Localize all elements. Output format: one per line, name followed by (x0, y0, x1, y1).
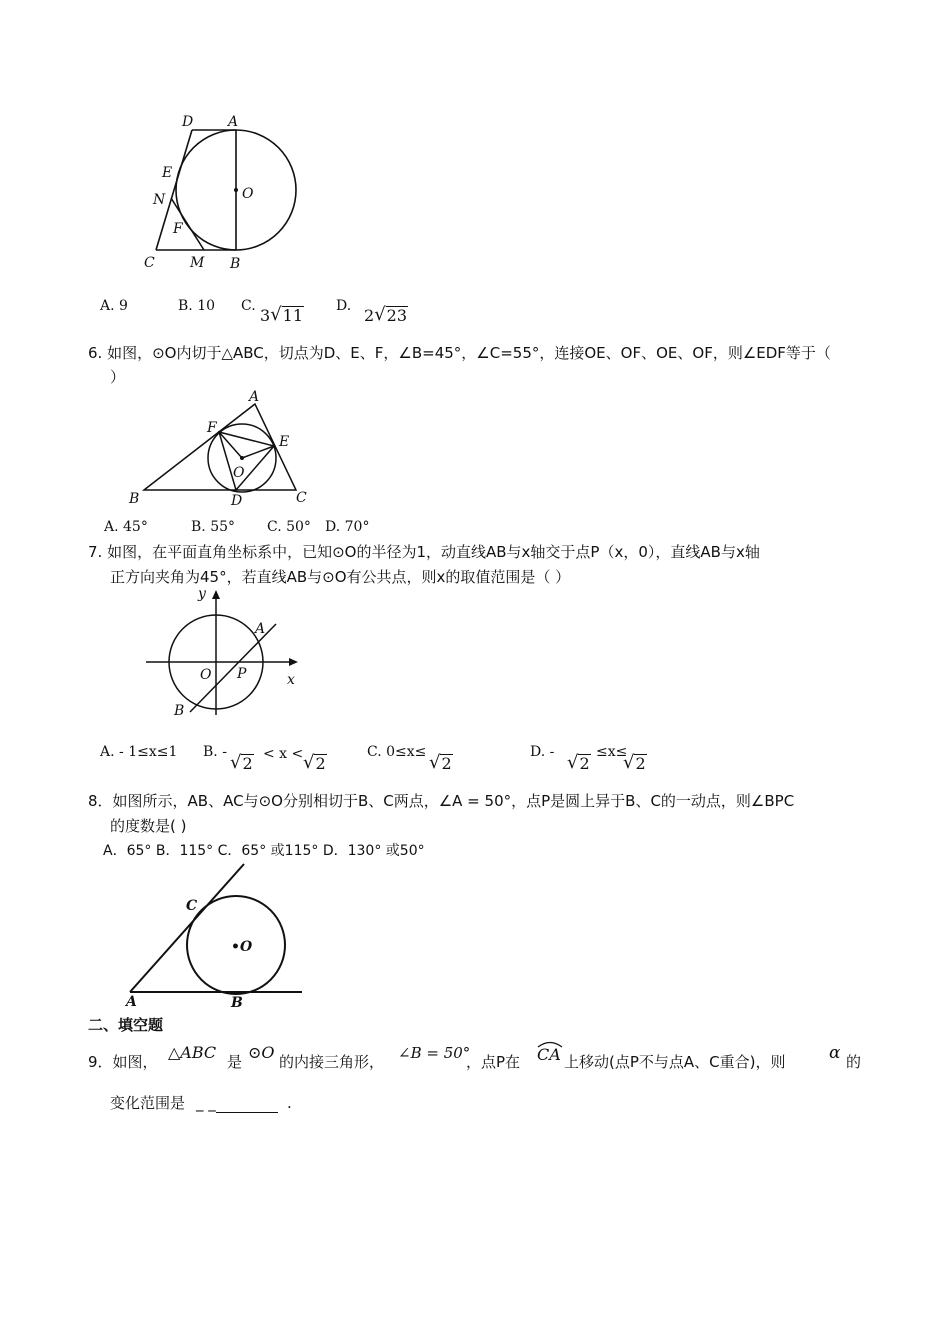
q8-figure (120, 860, 310, 1010)
q5-option-d-radicand: 23 (386, 306, 408, 325)
q7-label-y: y (198, 586, 206, 602)
q9-line2-prefix: 变化范围是 (110, 1094, 186, 1112)
q9-arc-ca: CA (537, 1045, 561, 1064)
q5-center-dot (234, 188, 238, 192)
q5-label-B: B (230, 256, 241, 272)
q7-label-O: O (200, 667, 212, 683)
q8-label-A: A (126, 994, 137, 1010)
q5-option-c-coef: 3 (260, 306, 271, 325)
q7-option-d-sqrt1: √ 2 (567, 752, 590, 773)
q6-center-dot (240, 456, 244, 460)
q7-label-P: P (237, 666, 247, 682)
q7-option-c-sqrt: √ 2 (429, 752, 452, 773)
q7-option-b-mid: < x < (263, 746, 304, 762)
q8-question-line2: 的度数是( ) (110, 817, 187, 835)
q9-text-3: ，点P在 (466, 1053, 521, 1071)
q5-option-d-value: 2 √ 23 (364, 304, 408, 325)
q7-label-B: B (174, 703, 185, 719)
q5-option-c-prefix: C. (241, 298, 256, 314)
q7-option-b-sqrt2: √ 2 (303, 752, 326, 773)
section-title-fill-in: 二、填空题 (88, 1016, 164, 1034)
q6-label-C: C (296, 490, 307, 506)
q8-label-B: B (231, 995, 243, 1011)
q6-label-F: F (207, 420, 217, 436)
q5-option-a: A. 9 (100, 298, 128, 314)
q5-label-F: F (173, 221, 183, 237)
q5-label-E: E (162, 165, 173, 181)
q9-arc-mark (536, 1038, 564, 1048)
q8-question-line1: 8．如图所示，AB、AC与⊙O分别相切于B、C两点，∠A = 50°，点P是圆上异于B、C的一动点，则∠BPC (88, 792, 795, 810)
q6-option-d: D. 70° (325, 519, 370, 535)
q6-option-a: A. 45° (104, 519, 148, 535)
q7-label-x: x (287, 672, 295, 688)
q5-label-M: M (190, 255, 205, 271)
q8-label-O: •O (231, 939, 253, 955)
q7-option-b-sqrt1: √ 2 (230, 752, 253, 773)
q9-number: 9．如图， (88, 1053, 158, 1071)
q7-figure (140, 585, 305, 720)
q6-label-O: O (233, 465, 245, 481)
q7-option-d-sqrt2: √ 2 (623, 752, 646, 773)
q7-x-arrow (289, 658, 298, 666)
q7-y-arrow (212, 590, 220, 599)
q7-question-line2: 正方向夹角为45°，若直线AB与⊙O有公共点，则x的取值范围是（ ） (110, 568, 571, 586)
q9-text-4: 上移动(点P不与点A、C重合)，则 (564, 1053, 786, 1071)
q6-option-c: C. 50° (267, 519, 311, 535)
q7-label-A: A (255, 621, 266, 637)
q5-label-D: D (182, 114, 194, 130)
q9-line2-end: . (287, 1094, 292, 1112)
q8-label-C: C (186, 898, 198, 914)
q6-option-b: B. 55° (191, 519, 236, 535)
q7-option-b-prefix: B. - (203, 744, 227, 760)
q6-label-B: B (129, 491, 140, 507)
q9-answer-blank[interactable] (196, 1093, 278, 1113)
q9-triangle-abc: △ABC (168, 1043, 217, 1062)
q8-tangent-AC (130, 864, 244, 992)
q7-question-line1: 7. 如图，在平面直角坐标系中，已知⊙O的半径为1，动直线AB与x轴交于点P（x，0），直线AB与x轴 (88, 543, 760, 561)
q9-answer-fill: _ _ (196, 1094, 216, 1112)
q9-angle-b: ∠B = 50° (398, 1044, 471, 1062)
q5-label-A: A (228, 114, 239, 130)
q9-text-5: 的 (846, 1053, 862, 1071)
q6-question-line1: 6. 如图，⊙O内切于△ABC，切点为D、E、F，∠B=45°，∠C=55°，连接OE、OF、OE、OF，则∠EDF等于（ (88, 344, 831, 362)
q9-alpha: α (829, 1043, 841, 1063)
q7-option-d-mid: ≤x≤ (596, 744, 628, 760)
q5-option-c-radicand: 11 (282, 306, 304, 325)
q9-text-1: 是 (227, 1053, 243, 1071)
q5-option-d-coef: 2 (364, 306, 375, 325)
q9-text-2: 的内接三角形， (279, 1053, 385, 1071)
q6-label-A: A (249, 389, 260, 405)
q5-label-O: O (242, 186, 254, 202)
q5-figure (140, 108, 310, 278)
q6-label-D: D (231, 493, 243, 509)
q5-option-b: B. 10 (178, 298, 216, 314)
q7-option-d-prefix: D. - (530, 744, 555, 760)
q6-label-E: E (279, 434, 290, 450)
q5-label-N: N (153, 192, 166, 208)
q5-label-C: C (144, 255, 155, 271)
q7-option-a: A. - 1≤x≤1 (100, 744, 178, 760)
q9-circle-o: ⊙O (248, 1043, 275, 1062)
q5-option-d-prefix: D. (336, 298, 352, 314)
q6-question-line2: ） (110, 368, 126, 386)
q5-option-c-value: 3 √ 11 (260, 304, 304, 325)
q7-option-c-prefix: C. 0≤x≤ (367, 744, 427, 760)
q8-options: A．65° B．115° C．65° 或115° D．130° 或50° (103, 843, 425, 859)
